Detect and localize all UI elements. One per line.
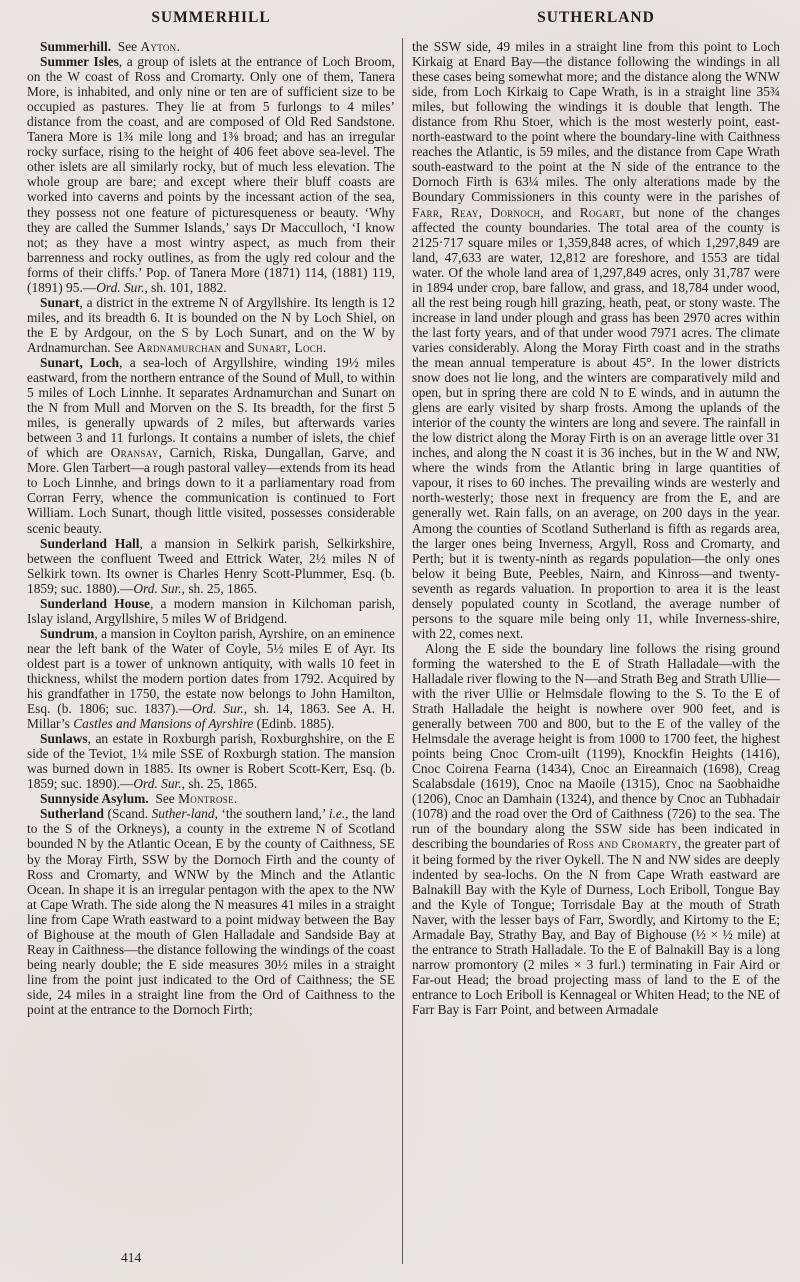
paragraph [27,536,395,596]
text-run: . [233,791,238,807]
text-run: See [148,791,179,807]
paragraph [27,295,395,355]
text-run: , the greater part of it being formed by the river Oykell. The N and NW sides are deeply indented by sea-lochs. On the N from Cape Wrath eastward are Balnakill Bay with the Kyle of Durness, Loch Eriboll, Tongue Bay and the Kyle of Tongue; Torrisdale Bay at the mouth of Strath Naver, with the lesser bays of Farr, Swordly, and Kirtomy to the E; Armadale Bay, Strathy Bay, and Bay of Bighouse (½ × ½ mile) at the entrance to Strath Halladale. To the E of Balnakill Bay is a long narrow promontory (2 miles × 3 furl.) terminating in Fair Aird or Far-out Head; the broad projecting mass of land to the E of the entrance to Loch Eriboll is Kennageal or Whiten Head; to the NE of Farr Bay is Farr Point, and between Armadale [412,836,780,1017]
paragraph [27,626,395,731]
text-run: Along the E side the boundary line follows the rising ground forming the watershed to the E of Strath Halladale—with the Halladale river flowing to the N—and Strath Beg and Strath Ullie—with the river Ullie or Helmsdale flowing to the S. To the E of Strath Halladale the height is nowhere over 900 feet, and is generally between 700 and 800, but to the E of the valley of the Helmsdale the average height is from 1000 to 1700 feet, the highest points being Cnoc Crom-uilt (1199), Knockfin Heights (1416), Cnoc Coirena Fearna (1434), Cnoc an Eireannaich (1698), Creag Scalabsdale (1619), Cnoc na Maoile (1315), Cnoc na Saobhaidhe (1206), Cnoc an Damhain (1324), and thence by Cnoc an Tubhadair (1078) and the road over the Ord of Caithness (726) to the sea. The run of the boundary along the SSW side has been indicated in describing the boundaries of [412,640,780,852]
paragraph [27,791,395,806]
paragraph [27,39,395,54]
paragraph [27,731,395,791]
left-column [27,39,395,1017]
text-run: , but none of the changes affected the county boundaries. The total area of the county is 2125·717 square miles or 1,359,848 acres, of which 1,297,849 are land, 47,633 are water, 12,812 are foreshore, and 1553 are tidal water. Of the whole land area of 1,297,849 acres, only 31,787 were in 1894 under crop, bare fallow, and grass, and 18,784 under wood, all the rest being rough hill grazing, heath, peat, or stony waste. The increase in land under plough and grass has been 2970 acres within the last forty years, and of that under wood 7971 acres. The climate varies considerably. Along the Moray Firth coast and in the straths the mean annual temperature is about 45°. In the lower districts snow does not lie long, and the winters are comparatively mild and open, but in spring there are cold N to E winds, and in autumn the glens are early visited by sharp frosts. Among the uplands of the interior of the county the winters are long and severe. The rainfall in the low district along the Moray Firth is on an average little over 31 inches, and along the N coast it is 36 inches, but in the W and NW, where the winds from the Atlantic bring in large quantities of vapour, it rises to 60 inches. The prevailing winds are westerly and north-westerly; those next in frequency are from the E, and are generally wet. Rain falls, on an average, on 200 days in the year. Among the counties of Scotland Sutherland is fifth as regards area, the larger ones being Inverness, Argyll, Ross and Cromarty, and Perth; but it is twenty-ninth as regards population—the only ones below it being Bute, Peebles, Nairn, and Kinross—and twenty-seventh as regards valuation. In proportion to area it is the least densely populated county in Scotland, the average number of persons to the square mile being only 11, while Inverness-shire, with 22, comes next. [412,204,780,641]
text-run: . [176,39,180,54]
text-run: and [221,339,248,355]
paragraph [412,641,780,1017]
text-run: , a group of islets at the entrance of Loch Broom, on the W coast of Ross and Cromarty. Only one of them, Tanera More, is inhabited, and only nine or ten are of sufficient size to be occupied as pastures. They lie at from 5 furlongs to 4 miles’ distance from the coast, and are composed of Old Red Sandstone. Tanera More is 1¾ mile long and 1⅜ broad; and has an irregular rocky surface, rising to the height of 406 feet above sea-level. The other islets are all similarly rocky, but of much less elevation. The whole group are bare; and except where their bluff coasts are worked into caverns and points by the incessant action of the sea, they possess not one feature of picturesqueness or beauty. ‘Why they are called the Summer Islands,’ says Dr Macculloch, ‘I know not; as they have a most wintry aspect, as much from their barrenness and rocky outlines, as from the ugly red colour and the forms of their cliffs.’ Pop. of Tanera More (1871) 114, (1881) 119, (1891) 95.— [27,54,395,295]
text-run: Sunlaws [40,731,88,747]
text-run: (Edinb. 1885). [253,716,335,732]
paragraph [27,355,395,536]
text-run: the SSW side, 49 miles in a straight line from this point to Loch Kirkaig at Enard Bay—the distance following the windings in all these cases being somewhat more; and the distance along the WNW side, from Loch Kirkaig to Cape Wrath, is in a straight line 35¾ miles, but following the windings it is double that length. The distance from Rhu Stoer, which is the most westerly point, east-north-eastward to the point where the boundary-line with Caithness reaches the Atlantic, is 59 miles, and the distance from Cape Wrath south-eastward to the point at the N side of the entrance to the Dornoch Firth is 63¼ miles. The only alterations made by the Boundary Commissioners in this county were in the parishes of [412,39,780,205]
text-run: , an estate in Roxburgh parish, Roxburghshire, on the E side of the Teviot, 1¼ mile SSE of Roxburgh station. The mansion was burned down in 1885. Its owner is Robert Scott-Kerr, Esq. (b. 1859; suc. 1890).— [27,731,395,792]
text-run: Reay [450,204,479,220]
text-run: Sunart, Loch [40,354,120,370]
text-run: Ord. Sur. [96,279,145,295]
text-run: Summerhill. [40,39,112,54]
text-run: i.e. [328,806,346,822]
text-run: Suther-land [151,806,215,822]
text-run: Sunnyside Asylum. [40,791,149,807]
text-run: Summer Isles [40,54,119,70]
right-column [412,39,780,1017]
text-run: , a modern mansion in Kilchoman parish, Islay island, Argyllshire, 5 miles W of Bridgend. [27,595,395,626]
text-run: (Scand. [104,806,152,822]
text-run: Montrose [178,791,234,807]
text-run: Ord. Sur. [133,776,182,792]
text-run: Rogart [579,204,621,220]
text-run: , [478,204,491,220]
paragraph [27,596,395,626]
text-run: , the land to the S of the Orkneys), a county in the extreme N of Scotland bounded N by the Atlantic Ocean, E by the county of Caithness, SE by the Moray Firth, SSW by the Dornoch Firth and the county of Ross and Cromarty, and WNW by the Minch and the Atlantic Ocean. In shape it is an irregular pentagon with the apex to the NW at Cape Wrath. The side along the N measures 41 miles in a straight line from Cape Wrath eastward to a point midway between the Bay of Bighouse at the mouth of Glen Halladale and Sandside Bay at Reay in Caithness—the distance following the windings of the coast being nearly double; the E side measures 30½ miles in a straight line from the point just indicated to the Ord of Caithness; the SE side, 24 miles in a straight line from the Ord of Caithness to the point at the entrance to the Dornoch Firth; [27,806,395,1017]
running-head-left: SUMMERHILL [151,9,271,26]
text-run: , a mansion in Selkirk parish, Selkirkshire, between the confluent Tweed and Ettrick Water, 2½ miles N of Selkirk town. Its owner is Charles Henry Scott-Plummer, Esq. (b. 1859; suc. 1880).— [27,535,396,596]
text-run: Sunderland House [40,595,150,611]
text-run: Sunart, Loch [247,339,323,355]
text-run: Ayton [140,39,177,54]
text-run: , a mansion in Coylton parish, Ayrshire, on an eminence near the left bank of the Water of Coyle, 5½ miles E of Ayr. Its oldest part is a tower of unknown antiquity, with walls 10 feet in thickness, whilst the modern portion dates from 1792. Acquired by his grandfather in 1750, the estate now belongs to John Hamilton, Esq. (b. 1806; suc. 1837).— [27,625,395,717]
paragraph [412,39,780,641]
text-run: , and [540,204,580,220]
paragraph [27,54,395,295]
text-run: Oransay [110,445,159,461]
text-run: , Carnich, Riska, Dungallan, Garve, and More. Glen Tarbert—a rough pastoral valley—extends from its head to Loch Linnhe, and brings down to it a parliamentary road from Corran Ferry, whence the communication is continued to Fort William. Loch Sunart, though little visited, possesses considerable scenic beauty. [27,445,395,536]
text-run: Sunart [40,294,80,310]
text-run: , [439,204,451,220]
text-run: , a district in the extreme N of Argyllshire. Its length is 12 miles, and its breadth 6. It is bounded on the N by Loch Shiel, on the E by Ardgour, on the S by Loch Sunart, and on the W by Ardnamurchan. See [27,294,395,355]
text-run: , ‘the southern land,’ [214,806,329,822]
text-run: Ord. Sur. [192,701,244,717]
text-run: Castles and Mansions of Ayrshire [73,716,254,732]
page-number: 414 [121,1250,142,1265]
text-run: Dornoch [490,204,541,220]
text-run: , sh. 14, 1863. See A. H. Millar’s [27,701,395,732]
text-run: See [111,39,141,54]
text-run: Sundrum [40,625,95,641]
text-run: , sh. 101, 1882. [144,279,227,295]
text-run: . [322,339,327,355]
text-run: Sunderland Hall [40,535,140,551]
text-run: Farr [412,204,440,220]
text-run: Sutherland [40,806,104,822]
text-run: Ross and Cromarty [567,836,678,852]
paragraph [27,806,395,1017]
running-head-right: SUTHERLAND [537,9,655,26]
text-run: Ardnamurchan [136,339,222,355]
text-run: , a sea-loch of Argyllshire, winding 19½ miles eastward, from the northern entrance of the Sound of Mull, to within 5 miles of Loch Linnhe. It separates Ardnamurchan and Sunart on the N from Mull and Morven on the S. Its breadth, for the first 5 miles, is generally upwards of 2 miles, but afterwards varies between 3 and 11 furlongs. It contains a number of islets, the chief of which are [27,354,395,461]
text-run: , sh. 25, 1865. [181,776,258,792]
text-run: , sh. 25, 1865. [181,580,258,596]
column-divider-rule [402,38,403,1264]
text-run: Ord. Sur. [133,580,182,596]
